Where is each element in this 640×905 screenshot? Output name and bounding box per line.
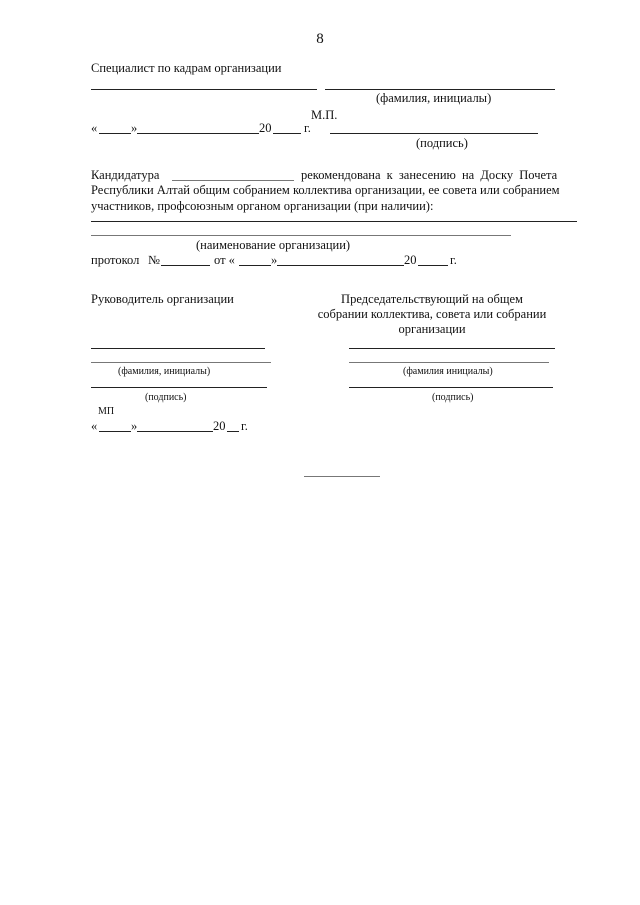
- specialist-signature-line[interactable]: [330, 133, 538, 134]
- head-signature-line[interactable]: [91, 387, 267, 388]
- protocol-label: протокол: [91, 253, 140, 267]
- head-name-line[interactable]: [91, 362, 271, 363]
- protocol-year-prefix: 20: [404, 253, 417, 267]
- chair-signature-line[interactable]: [349, 387, 553, 388]
- protocol-day-line[interactable]: [239, 265, 271, 266]
- protocol-month-line[interactable]: [277, 265, 404, 266]
- candidacy-line-3: участников, профсоюзным органом организации (при наличии):: [91, 199, 434, 213]
- candidate-name-line[interactable]: [172, 180, 294, 181]
- specialist-year-line[interactable]: [273, 133, 301, 134]
- chair-title-line-3: организации: [398, 322, 466, 336]
- specialist-name-line[interactable]: [325, 89, 555, 90]
- specialist-stamp: М.П.: [311, 108, 338, 122]
- bottom-date-open: «: [91, 419, 98, 433]
- chair-title-line-1: Председательствующий на общем: [341, 292, 523, 306]
- specialist-date-open: «: [91, 121, 98, 135]
- specialist-position-line[interactable]: [91, 89, 317, 90]
- head-stamp: МП: [98, 406, 115, 417]
- specialist-day-line[interactable]: [99, 133, 131, 134]
- head-name-caption: (фамилия, инициалы): [118, 366, 211, 377]
- specialist-month-line[interactable]: [137, 133, 259, 134]
- bottom-year-suffix: г.: [241, 419, 248, 433]
- organization-name-line-2[interactable]: [91, 235, 511, 236]
- protocol-from: от «: [214, 253, 235, 267]
- protocol-quote-close: »: [271, 253, 278, 267]
- specialist-name-caption: (фамилия, инициалы): [376, 91, 492, 105]
- chair-name-line[interactable]: [349, 362, 549, 363]
- chair-signature-caption: (подпись): [432, 392, 474, 403]
- specialist-signature-caption: (подпись): [416, 136, 468, 150]
- protocol-number-line[interactable]: [161, 265, 210, 266]
- chair-position-line[interactable]: [349, 348, 555, 349]
- specialist-year-prefix: 20: [259, 121, 272, 135]
- head-title: Руководитель организации: [91, 292, 234, 306]
- chair-title-line-2: собрании коллектива, совета или собрании: [317, 307, 547, 321]
- bottom-day-line[interactable]: [99, 431, 131, 432]
- specialist-date-close: »: [131, 121, 138, 135]
- candidacy-text: рекомендована к занесению на Доску Почета: [301, 168, 558, 182]
- bottom-month-line[interactable]: [137, 431, 213, 432]
- specialist-label: Специалист по кадрам организации: [91, 61, 282, 75]
- protocol-number-sign: №: [148, 253, 160, 267]
- head-position-line[interactable]: [91, 348, 265, 349]
- candidacy-word: Кандидатура: [91, 168, 160, 182]
- end-separator: [304, 476, 380, 477]
- organization-name-line-1[interactable]: [91, 221, 577, 222]
- bottom-year-line[interactable]: [227, 431, 239, 432]
- chair-name-caption: (фамилия инициалы): [403, 366, 493, 377]
- candidacy-line-2: Республики Алтай общим собранием коллектива организации, ее совета или собранием: [91, 183, 560, 197]
- protocol-year-line[interactable]: [418, 265, 448, 266]
- head-signature-caption: (подпись): [145, 392, 187, 403]
- bottom-year-prefix: 20: [213, 419, 226, 433]
- bottom-date-close: »: [131, 419, 138, 433]
- specialist-year-suffix: г.: [304, 121, 311, 135]
- organization-caption: (наименование организации): [196, 238, 351, 252]
- protocol-year-suffix: г.: [450, 253, 457, 267]
- page-number: 8: [316, 31, 324, 47]
